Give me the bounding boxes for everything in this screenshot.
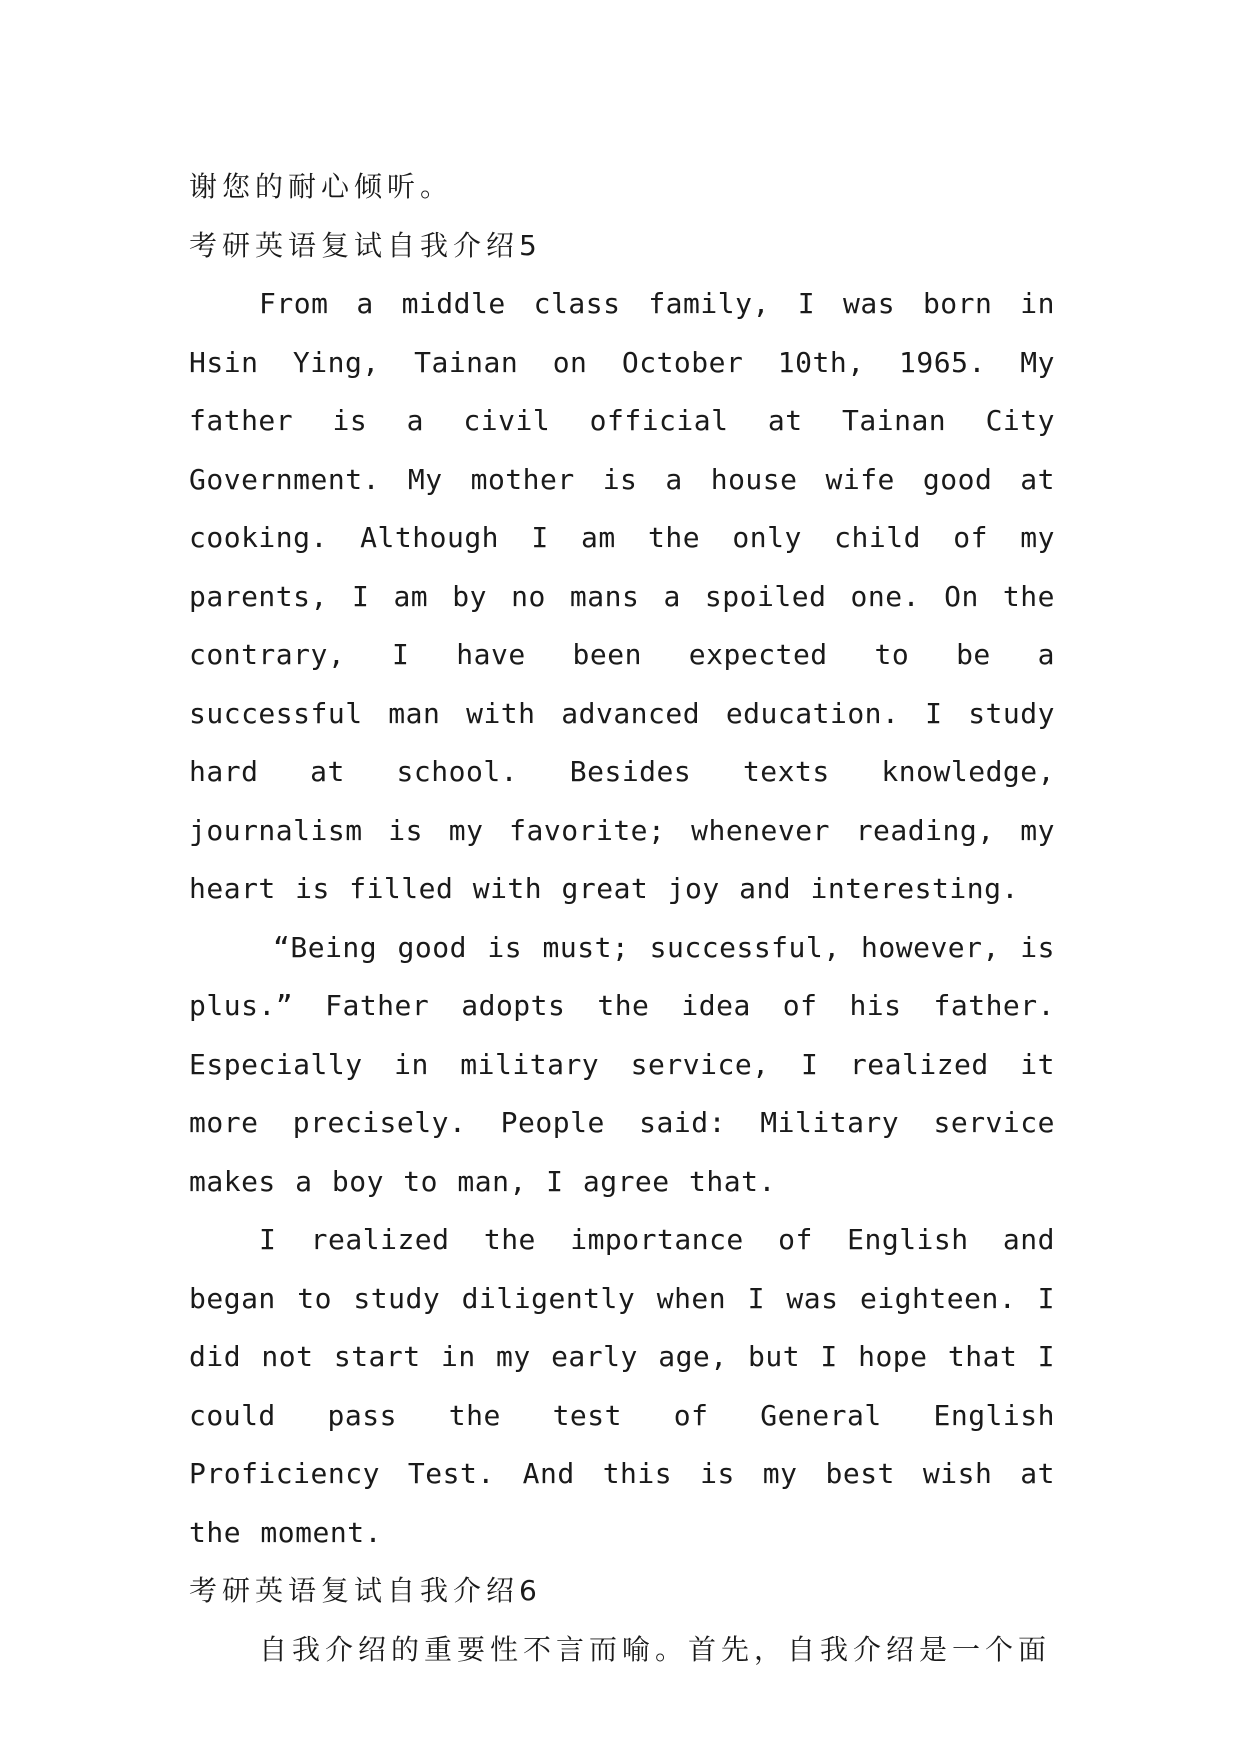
section5-paragraph-1: From a middle class family, I was born in Hsin Ying, Tainan on October 10th, 1965. My father is a civil official at Tainan City Government. My mother is a house wife good at cooking. Although I am the only child of my parents, I am by no mans a spoiled one. On the contrary, I have been expected to be a successful man with advanced education. I study hard at school. Besides texts knowledge, journalism is my favorite; whenever reading, my heart is filled with great joy and interesting.: [189, 287, 1055, 905]
closing-line: 谢您的耐心倾听。: [189, 170, 454, 203]
section6-paragraph-1: 自我介绍的重要性不言而喻。首先，自我介绍是一个面: [259, 1632, 1052, 1666]
section-heading-5: 考研英语复试自我介绍5: [189, 228, 542, 262]
text-column: [189, 158, 1055, 1679]
section5-paragraph-3: I realized the importance of English and began to study diligently when I was eighteen. I did not start in my early age, but I hope that I could pass the test of General English Proficiency Test. And this is my best wish at the moment.: [189, 1223, 1055, 1549]
section5-paragraph-2: “Being good is must; successful, however, is plus.” Father adopts the idea of his father. Especially in military service, I realized it more precisely. People said: Military service makes a boy to man, I agree that.: [189, 930, 1055, 1198]
section-heading-6: 考研英语复试自我介绍6: [189, 1574, 542, 1607]
